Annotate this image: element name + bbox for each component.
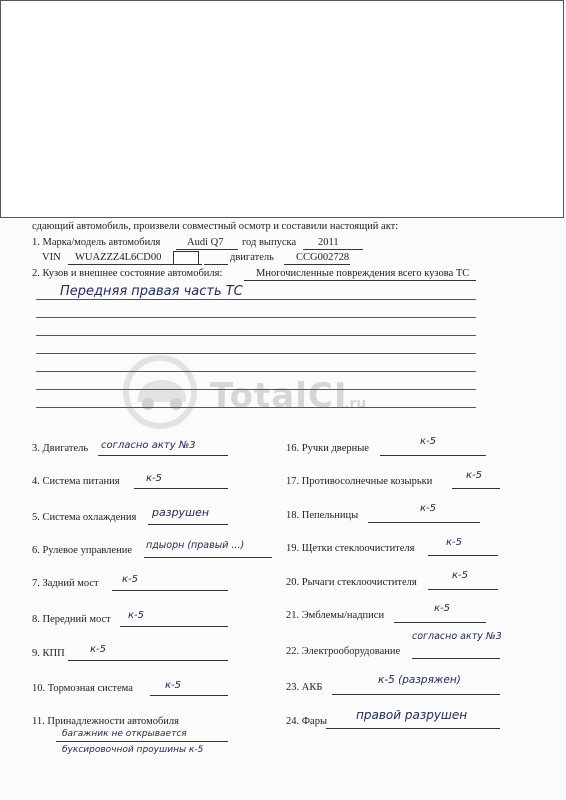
engine-value: CCG002728 xyxy=(296,252,350,263)
item-brakes-label: 10. Тормозная система xyxy=(32,683,133,694)
item-brakes-value: к-5 xyxy=(165,680,182,691)
item-wiper-arms-value: к-5 xyxy=(452,570,469,581)
item-rear-axle-value: к-5 xyxy=(122,574,139,585)
item-gearbox-value: к-5 xyxy=(90,644,107,655)
item-cooling-underline xyxy=(148,524,228,525)
item-battery-underline xyxy=(332,694,500,695)
ruled-line xyxy=(36,353,476,354)
item-engine-label: 3. Двигатель xyxy=(32,443,89,454)
item-wiper-blades-underline xyxy=(428,555,498,556)
body-condition-value: Многочисленные повреждения всего кузова ТС xyxy=(256,268,470,279)
item-battery-value: к-5 (разряжен) xyxy=(378,674,461,686)
item-electrical-underline xyxy=(412,658,500,659)
item-door-handles-value: к-5 xyxy=(420,436,437,447)
item-fuel-label: 4. Система питания xyxy=(32,476,120,487)
item-wiper-arms-underline xyxy=(428,589,498,590)
item-headlights-label: 24. Фары xyxy=(286,716,328,727)
item-headlights-underline xyxy=(326,728,500,729)
engine-label: двигатель xyxy=(230,252,274,263)
item-rear-axle-underline xyxy=(112,590,228,591)
body-condition-label: 2. Кузов и внешнее состояние автомобиля: xyxy=(32,268,223,279)
item-electrical-label: 22. Электрооборудование xyxy=(286,646,401,657)
item-wiper-blades-label: 19. Щетки стеклоочистителя xyxy=(286,543,415,554)
item-steering-value: пдыорн (правый ...) xyxy=(146,540,245,551)
redacted-area xyxy=(0,0,564,218)
item-battery-label: 23. АКБ xyxy=(286,682,323,693)
item-door-handles-underline xyxy=(380,455,486,456)
item-accessories-value-1: багажник не открывается xyxy=(62,729,187,739)
item-cooling-value: разрушен xyxy=(152,506,210,519)
item-sun-visors-value: к-5 xyxy=(466,470,483,481)
item-ashtrays-underline xyxy=(368,522,480,523)
watermark-text: TotalCI xyxy=(210,376,348,416)
item-fuel-underline xyxy=(134,488,228,489)
item-accessories-underline-1 xyxy=(56,741,228,742)
item-headlights-value: правой разрушен xyxy=(356,708,468,722)
ruled-line xyxy=(36,317,476,318)
item-wiper-arms-label: 20. Рычаги стеклоочистителя xyxy=(286,577,417,588)
vin-redacted-box xyxy=(173,251,199,265)
year-label: год выпуска xyxy=(242,237,297,248)
item-brakes-underline xyxy=(150,695,228,696)
body-condition-handwritten: Передняя правая часть ТС xyxy=(60,284,243,299)
watermark-suffix: .ru xyxy=(344,396,367,412)
item-emblems-label: 21. Эмблемы/надписи xyxy=(286,610,385,621)
item-accessories-value-2: буксировочной проушины к-5 xyxy=(62,745,204,755)
engine-underline xyxy=(284,264,350,265)
ruled-line xyxy=(36,299,476,300)
item-engine-value: согласно акту №3 xyxy=(101,440,196,451)
item-sun-visors-label: 17. Противосолнечные козырьки xyxy=(286,476,433,487)
item-steering-underline xyxy=(144,557,272,558)
vin-label: VIN xyxy=(42,252,61,263)
body-condition-underline xyxy=(244,280,476,281)
item-emblems-value: к-5 xyxy=(434,603,451,614)
item-accessories-label: 11. Принадлежности автомобиля xyxy=(32,716,179,727)
item-fuel-value: к-5 xyxy=(146,473,163,484)
item-gearbox-underline xyxy=(68,660,228,661)
item-engine-underline xyxy=(98,455,228,456)
item-front-axle-label: 8. Передний мост xyxy=(32,614,111,625)
item-wiper-blades-value: к-5 xyxy=(446,537,463,548)
year-value: 2011 xyxy=(318,237,339,248)
item-door-handles-label: 16. Ручки дверные xyxy=(286,443,369,454)
ruled-line xyxy=(36,335,476,336)
vin-value: WUAZZZ4L6CD00 xyxy=(75,252,162,263)
item-emblems-underline xyxy=(394,622,486,623)
make-model-label: 1. Марка/модель автомобиля xyxy=(32,237,161,248)
item-ashtrays-value: к-5 xyxy=(420,503,437,514)
make-model-value: Audi Q7 xyxy=(187,237,224,248)
year-underline xyxy=(303,249,363,250)
ruled-line xyxy=(36,371,476,372)
intro-text: сдающий автомобиль, произвели совместный осмотр и составили настоящий акт: xyxy=(32,221,399,232)
item-sun-visors-underline xyxy=(452,488,500,489)
item-gearbox-label: 9. КПП xyxy=(32,648,65,659)
ruled-line xyxy=(36,407,476,408)
item-electrical-value: согласно акту №3 xyxy=(412,631,502,642)
item-cooling-label: 5. Система охлаждения xyxy=(32,512,137,523)
vin-underline xyxy=(68,264,202,265)
item-front-axle-underline xyxy=(120,626,228,627)
item-ashtrays-label: 18. Пепельницы xyxy=(286,510,359,521)
vin-gap-underline xyxy=(204,264,228,265)
ruled-line xyxy=(36,389,476,390)
item-front-axle-value: к-5 xyxy=(128,610,145,621)
item-steering-label: 6. Рулевое управление xyxy=(32,545,132,556)
item-rear-axle-label: 7. Задний мост xyxy=(32,578,99,589)
make-model-underline xyxy=(176,249,238,250)
